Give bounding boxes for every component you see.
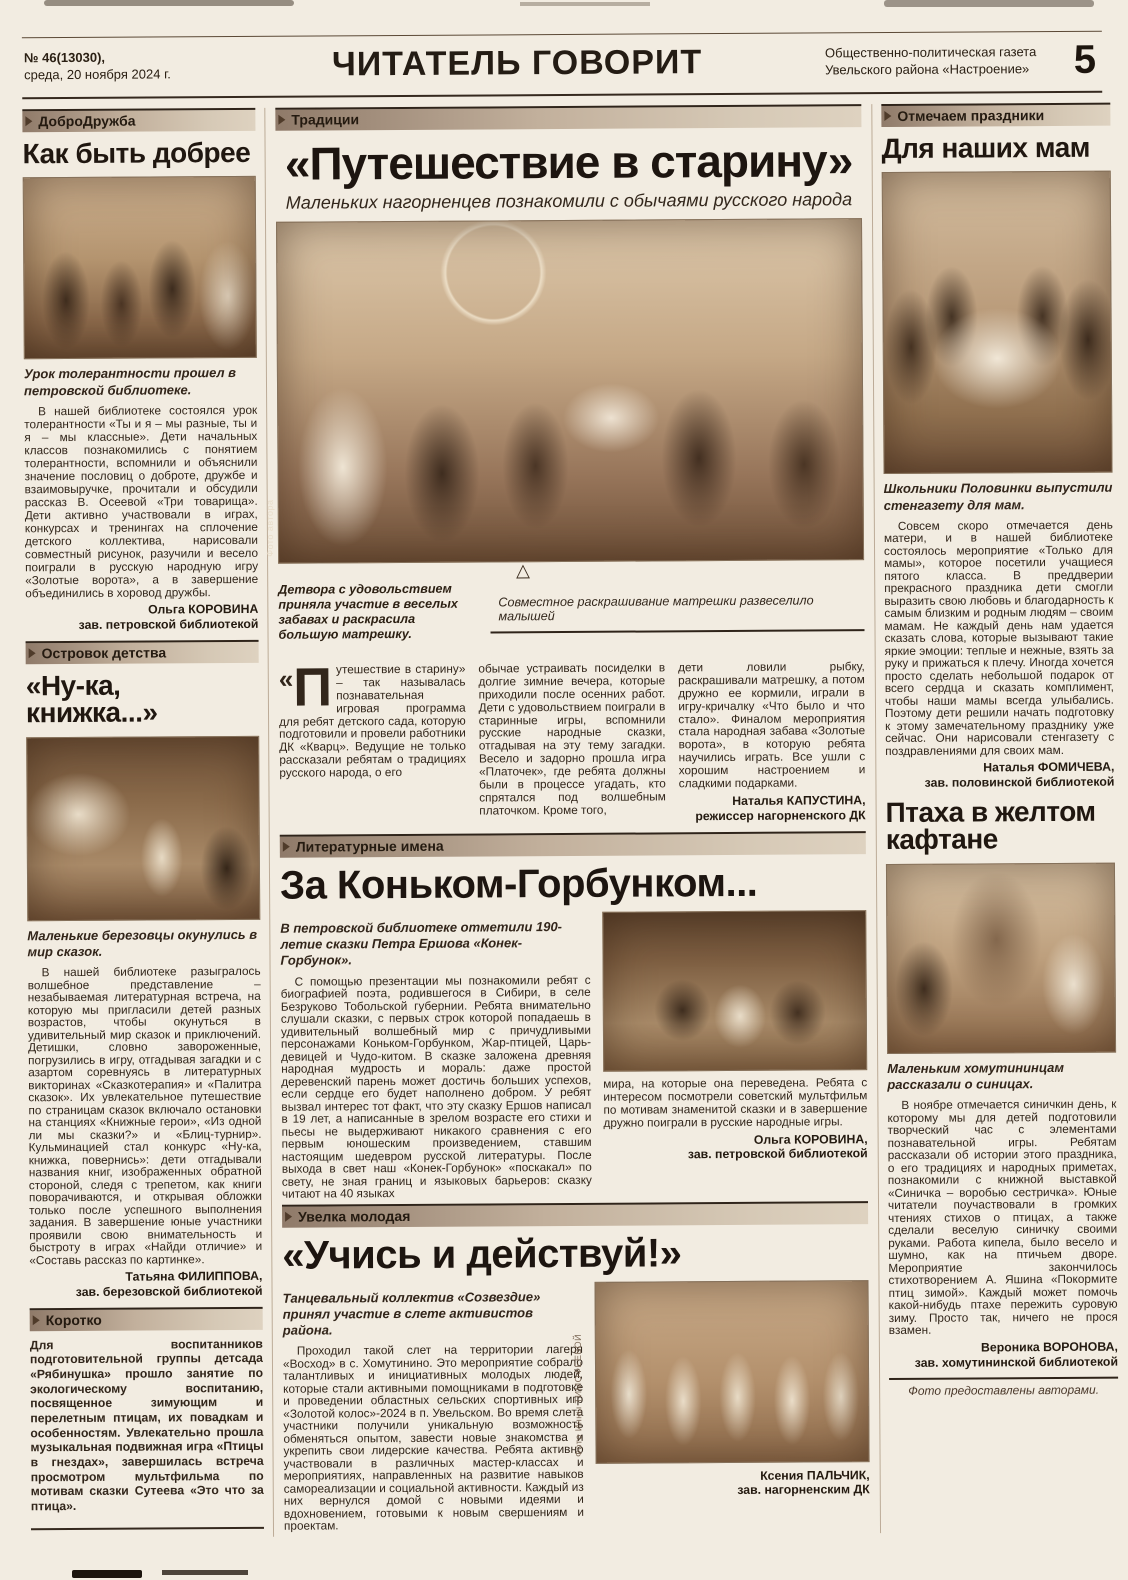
- page-number: 5: [1073, 37, 1097, 82]
- headline-ptaha-v-zheltom-kaftane: Птаха в желтом кафтане: [885, 795, 1096, 856]
- signature: [596, 1468, 870, 1499]
- article-ptaha: [885, 795, 1119, 1399]
- lede: Маленьким хомутининцам рассказали о синицах.: [887, 1059, 1064, 1093]
- lede: Танцевальный коллектив «Созвездие» принял участие в слете активистов района.: [282, 1288, 541, 1338]
- section-arrow-icon: [283, 841, 290, 851]
- right-column: [881, 103, 1119, 1533]
- section-tag-korotko: [30, 1307, 263, 1331]
- page-title: ЧИТАТЕЛЬ ГОВОРИТ: [331, 43, 703, 84]
- caption-left: Детвора с удовольствием приняла участие в веселых забавах и раскрасила большую матрешку.: [278, 581, 458, 642]
- photo-kindergarten-matryoshka: [264, 218, 864, 564]
- signature: [25, 602, 258, 633]
- author-role: зав. половинской библиотекой: [924, 774, 1115, 790]
- photos-footer-note: Фото предоставлены авторами.: [889, 1377, 1118, 1398]
- headline-za-konkom-gorbunkom: За Коньком-Горбунком...: [279, 860, 758, 908]
- article-right: [602, 910, 868, 1202]
- author-name: Татьяна ФИЛИППОВА,: [125, 1269, 263, 1285]
- section-arrow-icon: [33, 1315, 40, 1325]
- article-split: [280, 910, 868, 1204]
- author-role: режиссер нагорненского ДК: [695, 808, 866, 824]
- section-tag-literaturnye-imena: [280, 831, 866, 858]
- section-tag-label: Литературные имена: [295, 837, 444, 855]
- masthead: [22, 31, 1102, 100]
- issue-number: № 46(13030),: [23, 50, 106, 66]
- signature: [604, 1132, 868, 1163]
- photo-credit: Фото Инны ТИМОФЕЕВОЙ: [572, 1333, 584, 1457]
- author-role: зав. петровской библиотекой: [78, 617, 259, 633]
- article-body: дети ловили рыбку, раскрашивали матрешку, а потом дружно ее кормили, играли в игру-кричалку «Что было и что стало». Финалом мероприятия стала народная забава «Золотые ворота», в которую ребята научились играть. Все ушли с хорошим настроением и сладкими подарками.: [678, 658, 866, 791]
- photo-kids-reading: [26, 736, 260, 921]
- issue-info: [24, 49, 209, 83]
- gazette-info: [825, 44, 1050, 78]
- photo-dance-collective: [572, 1280, 869, 1464]
- article-right: [572, 1280, 870, 1535]
- headline-uchis-i-deystvuy: «Учись и действуй!»: [282, 1230, 682, 1278]
- author-name: Ольга КОРОВИНА: [148, 602, 259, 618]
- gazette-line1: Общественно-политическая газета: [824, 44, 1037, 61]
- section-tag-uvelka-molodaya: [282, 1201, 868, 1228]
- body-column-2: [478, 661, 666, 833]
- section-tag-traditsii: [275, 104, 861, 131]
- lede: Маленькие березовцы окунулись в мир сказок.: [27, 926, 258, 960]
- photo-library-presentation: [602, 910, 867, 1072]
- author-name: Ксения ПАЛЬЧИК,: [760, 1467, 870, 1483]
- article-body: [278, 657, 467, 781]
- subtitle: Маленьких нагорненцев познакомили с обычаями русского народа: [285, 189, 853, 213]
- article-dobro: [22, 108, 258, 633]
- signature: [679, 793, 866, 824]
- photo-titmouse-craft: [886, 862, 1116, 1053]
- article-body: В ноябре отмечается синичкин день, к которому мы для детей подготовили творческий час с элементами познавательной игры. Ребятам рассказали об истории этого праздника, о его традициях и народных приметах, познакомили с книжной выставкой «Синичка – воробью сестричка». Юные читатели поучаствовали в громких чтениях стихов о птицах, а также сделали веселую синичку своими руками. Работа кипела, было весело и шумно, как на птичьем дворе. Мероприятие закончилось стихотворением А. Яшина «Покормите птиц зимой». Каждый может помочь какой-нибудь птахе пережить суровую зиму. Просто так, ничего не прося взамен.: [887, 1096, 1118, 1338]
- author-name: Наталья КАПУСТИНА,: [732, 793, 866, 809]
- headline-puteshestvie-v-starinu: «Путешествие в старину»: [284, 134, 853, 190]
- headline-kak-byt-dobree: Как быть добрее: [22, 136, 251, 170]
- signature: [29, 1269, 262, 1300]
- author-name: Наталья ФОМИЧЕВА,: [983, 760, 1115, 775]
- article-left: [280, 912, 592, 1205]
- article-left: [282, 1281, 584, 1536]
- body-column-3: [678, 660, 866, 832]
- lede: Школьники Половинки выпустили стенгазету для мам.: [883, 480, 1113, 513]
- signature: [885, 760, 1114, 791]
- article-traditions: [264, 104, 866, 834]
- section-tag-ostrovok-detstva: [26, 640, 259, 664]
- section-arrow-icon: [25, 116, 32, 126]
- section-arrow-icon: [29, 648, 36, 658]
- author-role: зав. петровской библиотекой: [687, 1146, 868, 1162]
- article-body: Для воспитанников подготовительной группы детсада «Рябинушка» прошло занятие по экологическому воспитанию, посвященное зимующим и перелетным птицам, их повадкам и особенностям. Увлекательно прошла музыкальная подвижная игра «Птицы в гнездах», завершилась встреча просмотром мультфильма по мотивам сказки Сутеева «Это что за птица».: [29, 1336, 264, 1514]
- section-tag-label: Островок детства: [41, 644, 167, 662]
- section-tag-dobrodruzhba: [22, 108, 255, 132]
- section-arrow-icon: [278, 115, 285, 125]
- author-role: зав. нагорненским ДК: [737, 1482, 870, 1498]
- photo-wall-newspaper: [882, 171, 1113, 474]
- article-ostrovok: [26, 640, 263, 1300]
- article-body: В нашей библиотеке разыгралось волшебное представление – незабываемая литературная встреча, на которую мы пригласили детей разных возрастов, чтобы окунуться в удивительный мир сказок и приключений. Детишки, словно завороженные, погрузились в игру, отгадывая загадки и с азартом соревнуясь в литературных викторинах «Сказкотерапия» и «Палитра сказок». Их увлекательное путешествие по страницам сказок включало остановки на станциях «Книжные герои», «Из одной ли мы сказки?» и «Блиц-турнир». Кульминацией стал конкурс «Ну-ка, книжка, повернись»: дети отгадывали названия книг, изображенных обратной стороной, следя с трепетом, как книги поворачиваются, и открывая обложки только после успешного выполнения задания. В завершение юные участники проявили свою внимательность и быстроту в играх «Найди отличие» и «Составь рассказ по картинке».: [27, 964, 263, 1268]
- section-arrow-icon: [285, 1211, 292, 1221]
- lede: В петровской библиотеке отметили 190-летие сказки Петра Ершова «Конек-Горбунок».: [280, 918, 563, 969]
- photo-tolerance-lesson: [23, 176, 257, 359]
- article-uvelka: [282, 1201, 870, 1537]
- drop-cap: [278, 657, 331, 718]
- article-split: [282, 1280, 870, 1537]
- author-role: зав. березовской библиотекой: [75, 1283, 263, 1300]
- article-mams: [881, 103, 1114, 791]
- lede: Урок толерантности прошел в петровской библиотеке.: [23, 365, 237, 398]
- body-column-1-text: утешествие в старину» – так называлась познавательная игровая программа для ребят детского сада, которую подготовили и провели работники ДК «Кварц». Ведущие не только рассказали ребятам о традициях русского народа, о его: [279, 661, 467, 781]
- triangle-marker-icon: △: [516, 560, 531, 581]
- section-tag-label: Коротко: [45, 1311, 102, 1329]
- article-body: обычае устраивать посиделки в долгие зимние вечера, которые приходили после осенних работ. Дети с удовольствием поиграли в старинные игры, вспомнили русские народные сказки, отгадывая на эту тему загадки. Весело и задорно прошла игра «Платочек», где ребята должны были в процессе угадать, кто спрятался под волшебным платочком. Кроме того,: [478, 660, 666, 818]
- body-column-1: [278, 657, 467, 834]
- section-tag-label: Отмечаем праздники: [897, 107, 1045, 124]
- section-tag-label: ДоброДружба: [38, 112, 136, 130]
- headline-dlya-nashih-mam: Для наших мам: [881, 131, 1091, 165]
- article-body: Проходил такой слет на территории лагеря «Восход» в с. Хомутинино. Это мероприятие собрало талантливых и инициативных молодых людей, которые стали активными помощниками в подготовке и проведении областных сельских спортивных игр «Золотой колос»-2024 в п. Увельском. Во время слета участники получили уникальную возможность обменяться опытом, завести новые знакомства и укрепить свои лидерские качества. Ребята активно участвовали в различных мастер-классах и мероприятиях, направленных на развитие навыков самореализации и социальной активности. Каждый из них вернулся домой с новыми идеями и вдохновением, готовыми к новым свершениям и проектам.: [282, 1342, 584, 1534]
- author-name: Ольга КОРОВИНА,: [753, 1131, 868, 1147]
- section-arrow-icon: [884, 111, 891, 121]
- photo-credit: Фото автора: [264, 499, 276, 557]
- center-column: [264, 104, 881, 1536]
- left-column: [22, 108, 264, 1538]
- page-grid: [0, 93, 1128, 1539]
- drop-cap-letter: П: [293, 657, 331, 718]
- headline-nu-ka-knizhka: «Ну-ка, книжка...»: [25, 669, 158, 729]
- article-body: В нашей библиотеке состоялся урок толерантности «Ты и я – мы разные, ты и я – мы классные». Дети начальных классов познакомились с понятием толерантности, вспомнили и объяснили значение пословиц о доброте, дружбе и взаимовыручке, прочитали и обсудили рассказ В. Осеевой «Три товарища». Дети активно участвовали в играх, конкурсах и тренингах на сплочение детского коллектива, нарисовали совместный рисунок, разучили и весело поиграли в русскую народную игру «Золотые ворота», а в завершение объединились в хоровод дружбы.: [24, 402, 259, 600]
- caption-center: Совместное раскрашивание матрешки развеселило малышей: [490, 579, 864, 633]
- gazette-line2: Увельского района «Настроение»: [825, 60, 1030, 77]
- section-tag-otmechaem-prazdniki: [881, 103, 1110, 127]
- caption-row: [278, 560, 865, 655]
- author-name: Вероника ВОРОНОВА,: [980, 1339, 1118, 1355]
- section-tag-label: Увелка молодая: [298, 1207, 411, 1225]
- issue-date: среда, 20 ноября 2024 г.: [24, 65, 171, 82]
- signature: [889, 1339, 1118, 1370]
- article-body-continued: мира, на которые она переведена. Ребята с интересом посмотрели советский мультфильм по мотивам знаменитой сказки и в завершение дружно поиграли в русские народные игры.: [603, 1074, 868, 1130]
- drop-cap-quote: «: [278, 663, 294, 694]
- section-tag-label: Традиции: [291, 111, 360, 128]
- article-body: С помощью презентации мы познакомили ребят с биографией поэта, родившегося в Сибири, в селе Безруково Тобольской губернии. Ребята внимательно слушали сказки, с первых строк которой попадаешь в удивительный волшебный мир с причудливыми персонажами Коньком-Горбунком, Жар-птицей, Царь-девицей и Чудо-китом. В сказке заложена древняя народная мудрость и мораль: даже простой деревенский парень может достичь больших успехов, если сердце его будет наполнено добром. У ребят вызвал интерес тот факт, что эту сказку Ершов написал в 19 лет, а написанные в зрелом возрасте его стихи и пьесы не выдерживают никакого сравнения с его первым юношеским произведением, ставшим настоящим шедевром русской литературы. После выхода в свет наш «Конек-Горбунок» «поскакал» по свету, не зная границ и языковых барьеров: сказку читают на 40 языках: [280, 972, 592, 1201]
- article-korotko: [30, 1307, 264, 1530]
- article-body-columns: [278, 657, 866, 835]
- article-literary: [280, 831, 868, 1204]
- article-body: Совсем скоро отмечается день матери, и в нашей библиотеке состоялось мероприятие «Только для мамы», которое посетили учащиеся пятого класса. В преддверии прекрасного праздника дети смогли выразить свою любовь и благодарность к самым близким и родным людям – своим мамам. Не каждый день нам удается сказать слова, которые вызывают такие яркие эмоции: теплые и нежные, взять за руку и прижаться к плечу. Иногда хочется просто сделать небольшой подарок от всего сердца и сказать комплимент, чтобы наши мамы всегда улыбались. Поэтому дети решили начать подготовку к этому замечательному празднику уже сейчас. Они нарисовали стенгазету с поздравлениями для своих мам.: [883, 517, 1115, 758]
- author-role: зав. хомутининской библиотекой: [914, 1354, 1119, 1370]
